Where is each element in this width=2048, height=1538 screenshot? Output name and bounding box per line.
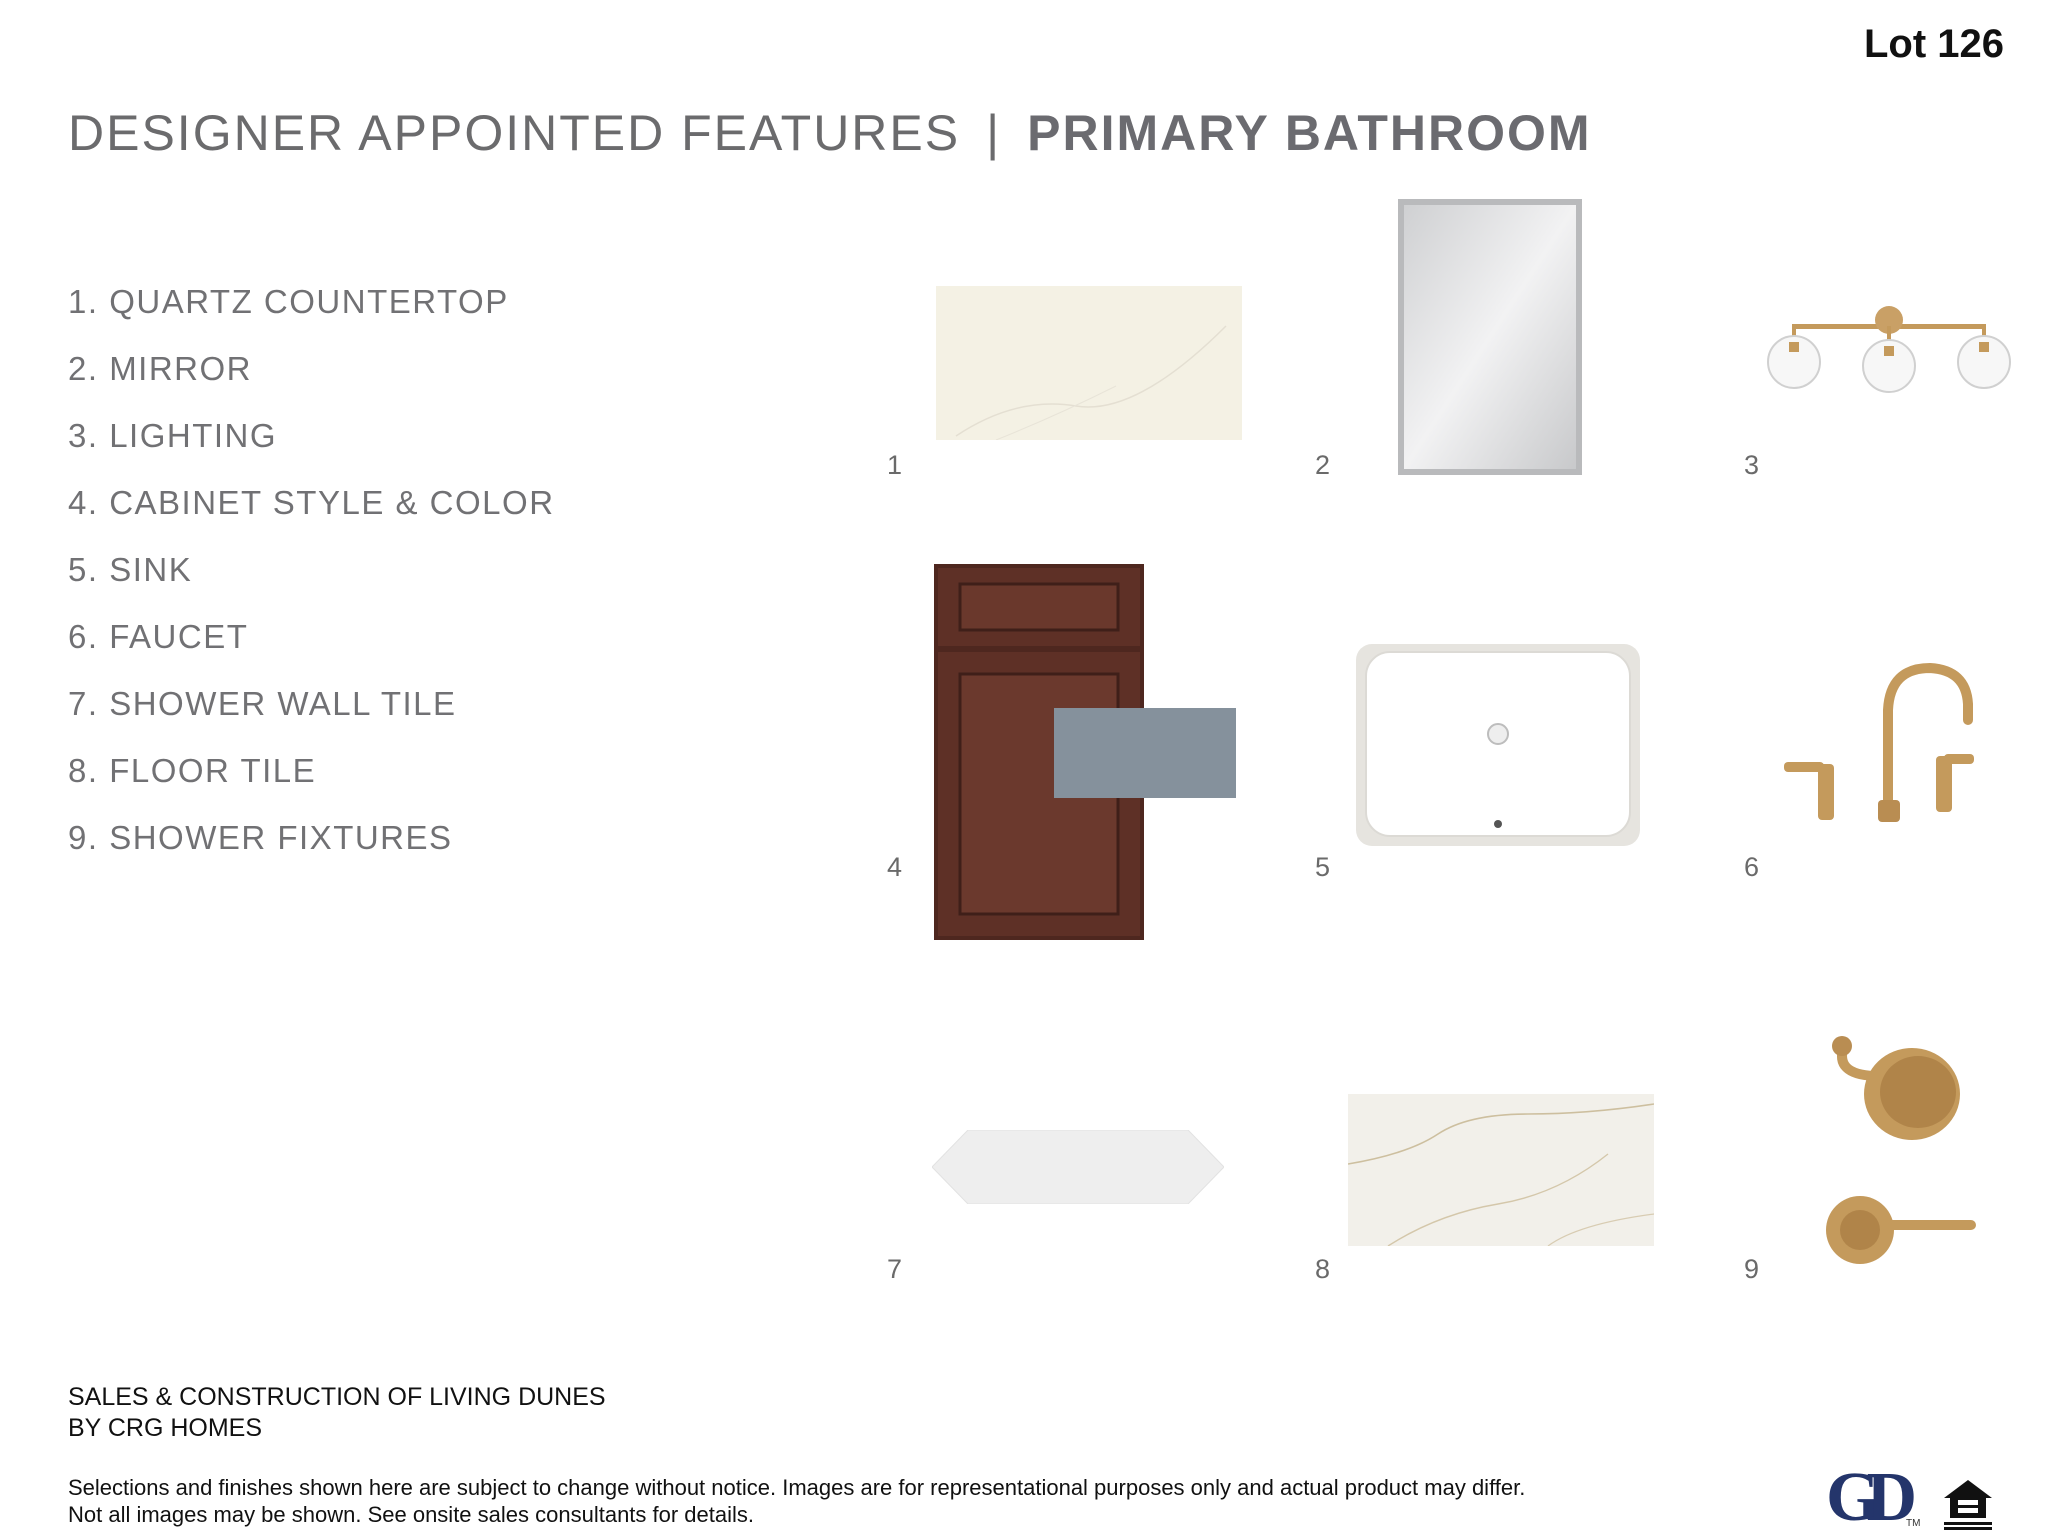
feature-item: 7. SHOWER WALL TILE xyxy=(68,685,457,722)
feature-item: 6. FAUCET xyxy=(68,618,249,655)
feature-item: 8. FLOOR TILE xyxy=(68,752,317,789)
image-number: 9 xyxy=(1744,1254,1760,1284)
company-logo: GD xyxy=(1826,1459,1903,1536)
feature-item: 2. MIRROR xyxy=(68,350,253,387)
trademark-mark: TM xyxy=(1906,1518,1921,1529)
equal-housing-icon xyxy=(1940,1476,1996,1537)
image-number: 6 xyxy=(1744,852,1760,882)
floor-tile-image xyxy=(1348,1094,1654,1246)
title-separator: | xyxy=(986,105,1002,161)
disclaimer xyxy=(68,1474,1668,1528)
vanity-light-image xyxy=(1764,300,2014,396)
image-number: 5 xyxy=(1315,852,1331,882)
footer-line-1: SALES & CONSTRUCTION OF LIVING DUNES xyxy=(68,1383,606,1411)
image-number: 3 xyxy=(1744,450,1760,480)
feature-item: 5. SINK xyxy=(68,551,193,588)
image-number: 2 xyxy=(1315,450,1331,480)
disclaimer-line-2: Not all images may be shown. See onsite sales consultants for details. xyxy=(68,1502,755,1527)
quartz-countertop-image xyxy=(936,286,1242,440)
shower-wall-tile-image xyxy=(932,1130,1224,1204)
image-number: 7 xyxy=(887,1254,903,1284)
disclaimer-line-1: Selections and finishes shown here are subject to change without notice. Images are for representational purposes only and actual product may differ. xyxy=(68,1475,1526,1500)
lot-number: Lot 126 xyxy=(1863,22,2004,66)
page-title-light: DESIGNER APPOINTED FEATURES xyxy=(68,105,961,161)
image-number: 4 xyxy=(887,852,903,882)
image-number: 1 xyxy=(887,450,903,480)
footer-company xyxy=(68,1382,606,1444)
feature-item: 4. CABINET STYLE & COLOR xyxy=(68,484,555,521)
paint-color-swatch xyxy=(1054,708,1236,798)
image-number: 8 xyxy=(1315,1254,1331,1284)
footer-line-2: BY CRG HOMES xyxy=(68,1414,263,1442)
feature-list xyxy=(68,282,555,885)
page-title xyxy=(68,104,1592,162)
feature-item: 1. QUARTZ COUNTERTOP xyxy=(68,283,509,320)
sink-image xyxy=(1356,644,1640,846)
shower-fixtures-image xyxy=(1814,1034,1984,1274)
mirror-image xyxy=(1398,199,1582,475)
page-title-bold: PRIMARY BATHROOM xyxy=(1027,105,1592,161)
feature-item: 3. LIGHTING xyxy=(68,417,278,454)
faucet-image xyxy=(1780,660,1988,830)
feature-item: 9. SHOWER FIXTURES xyxy=(68,819,453,856)
